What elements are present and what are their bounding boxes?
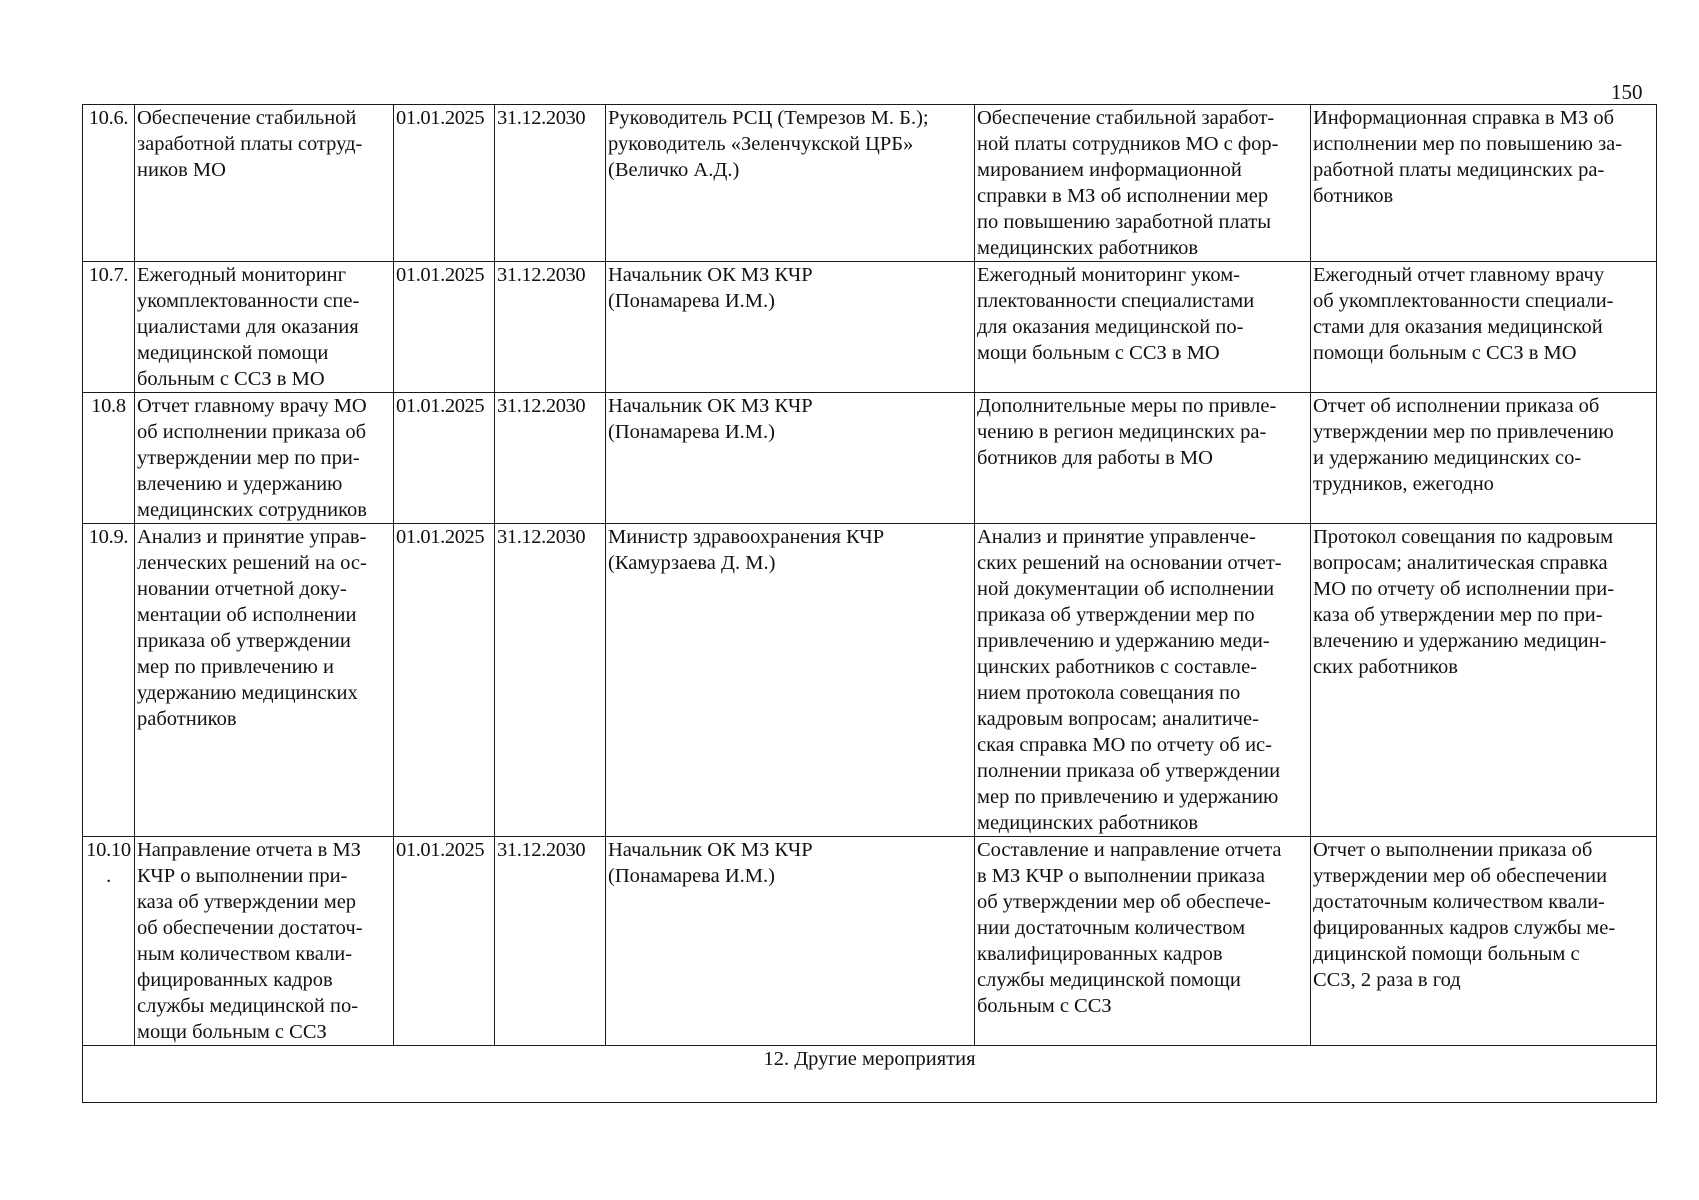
start-date: 01.01.2025 [394,837,495,1046]
expected-result-line: ной документации об исполнении [977,578,1275,600]
control-document-line: ских работников [1313,656,1458,678]
expected-result-line: квалифицированных кадров [977,943,1223,965]
expected-result [975,262,1311,393]
control-document-line: дицинской помощи больным с [1313,943,1580,965]
control-document [1311,524,1657,837]
measures-table [82,104,1657,1103]
measure-name-line: медицинской помощи [137,342,329,364]
item-number-line: . [106,865,111,887]
measure-name-line: приказа об утверждении [137,630,351,652]
measure-name-line: утверждении мер по при- [137,447,360,469]
measure-name-line: ментации об исполнении [137,604,357,626]
item-number-line: 10.7. [88,264,129,286]
expected-result-line: медицинских работников [977,237,1199,259]
table-row [83,837,1657,1046]
measure-name-line: ным количеством квали- [137,943,353,965]
section-row [83,1046,1657,1103]
expected-result-line: чению в регион медицинских ра- [977,421,1267,443]
measure-name-line: заработной платы сотруд- [137,133,363,155]
item-number-line: 10.6. [88,107,129,129]
expected-result-line: нием протокола совещания по [977,682,1241,704]
measure-name-line: ников МО [137,159,226,181]
responsible-person [606,837,975,1046]
end-date: 31.12.2030 [495,262,606,393]
measure-name-line: об исполнении приказа об [137,421,367,443]
measure-name [135,524,394,837]
control-document [1311,105,1657,262]
responsible-person-line: Министр здравоохранения КЧР [608,526,885,548]
expected-result-line: Анализ и принятие управленче- [977,526,1256,548]
expected-result-line: для оказания медицинской по- [977,316,1244,338]
expected-result [975,524,1311,837]
item-number-line: 10.9. [88,526,129,548]
responsible-person-line: (Камурзаева Д. М.) [608,552,776,574]
control-document-line: Протокол совещания по кадровым [1313,526,1614,548]
measure-name-line: КЧР о выполнении при- [137,865,348,887]
end-date: 31.12.2030 [495,837,606,1046]
responsible-person-line: Начальник ОК МЗ КЧР [608,264,813,286]
measure-name-line: новании отчетной доку- [137,578,347,600]
measure-name-line: каза об утверждении мер [137,891,357,913]
expected-result-line: Ежегодный мониторинг уком- [977,264,1240,286]
measure-name-line: больным с ССЗ в МО [137,368,325,390]
expected-result-line: привлечению и удержанию меди- [977,630,1270,652]
expected-result-line: Дополнительные меры по привле- [977,395,1277,417]
expected-result-line: больным с ССЗ [977,995,1112,1017]
measure-name-line: медицинских сотрудников [137,499,367,521]
responsible-person [606,524,975,837]
control-document-line: достаточным количеством квали- [1313,891,1605,913]
measure-name-line: фицированных кадров [137,969,333,991]
control-document-line: об укомплектованности специали- [1313,290,1614,312]
control-document-line: фицированных кадров службы ме- [1313,917,1616,939]
measure-name-line: Направление отчета в МЗ [137,839,361,861]
control-document-line: помощи больным с ССЗ в МО [1313,342,1577,364]
page-number: 150 [1611,80,1643,104]
end-date: 31.12.2030 [495,393,606,524]
expected-result-line: Обеспечение стабильной заработ- [977,107,1275,129]
measure-name-line: работников [137,708,237,730]
control-document [1311,262,1657,393]
responsible-person-line: (Понамарева И.М.) [608,865,775,887]
start-date: 01.01.2025 [394,524,495,837]
start-date: 01.01.2025 [394,105,495,262]
control-document-line: каза об утверждении мер по при- [1313,604,1603,626]
control-document-line: и удержанию медицинских со- [1313,447,1582,469]
expected-result-line: полнении приказа об утверждении [977,760,1281,782]
control-document-line: ботников [1313,185,1394,207]
control-document-line: исполнении мер по повышению за- [1313,133,1623,155]
responsible-person [606,262,975,393]
start-date: 01.01.2025 [394,262,495,393]
responsible-person-line: (Величко А.Д.) [608,159,740,181]
item-number [83,105,135,262]
control-document [1311,393,1657,524]
expected-result-line: кадровым вопросам; аналитиче- [977,708,1259,730]
measure-name-line: Анализ и принятие управ- [137,526,367,548]
measure-name [135,393,394,524]
measure-name-line: службы медицинской по- [137,995,359,1017]
expected-result-line: цинских работников с составле- [977,656,1258,678]
item-number-line: 10.10 [86,839,131,861]
item-number-line: 10.8 [91,395,126,417]
measure-name-line: циалистами для оказания [137,316,359,338]
table-row [83,262,1657,393]
expected-result-line: медицинских работников [977,812,1199,834]
item-number [83,393,135,524]
expected-result-line: в МЗ КЧР о выполнении приказа [977,865,1265,887]
expected-result-line: приказа об утверждении мер по [977,604,1255,626]
measures-table-body [83,105,1657,1046]
expected-result [975,105,1311,262]
item-number [83,837,135,1046]
expected-result-line: нии достаточным количеством [977,917,1246,939]
expected-result-line: Составление и направление отчета [977,839,1282,861]
control-document-line: Отчет об исполнении приказа об [1313,395,1600,417]
measure-name-line: мощи больным с ССЗ [137,1021,327,1043]
control-document-line: Отчет о выполнении приказа об [1313,839,1593,861]
responsible-person-line: руководитель «Зеленчукской ЦРБ» [608,133,914,155]
table-row [83,524,1657,837]
end-date: 31.12.2030 [495,524,606,837]
control-document-line: стами для оказания медицинской [1313,316,1603,338]
expected-result-line: по повышению заработной платы [977,211,1272,233]
measure-name-line: мер по привлечению и [137,656,334,678]
control-document-line: работной платы медицинских ра- [1313,159,1605,181]
control-document-line: Информационная справка в МЗ об [1313,107,1615,129]
control-document-line: МО по отчету об исполнении при- [1313,578,1615,600]
measure-name-line: ленческих решений на ос- [137,552,367,574]
expected-result-line: справки в МЗ об исполнении мер [977,185,1269,207]
responsible-person-line: (Понамарева И.М.) [608,290,775,312]
table-row [83,393,1657,524]
expected-result-line: ских решений на основании отчет- [977,552,1282,574]
table-row [83,105,1657,262]
expected-result-line: мер по привлечению и удержанию [977,786,1279,808]
control-document-line: утверждении мер по привлечению [1313,421,1614,443]
expected-result-line: мощи больным с ССЗ в МО [977,342,1220,364]
expected-result-line: службы медицинской помощи [977,969,1241,991]
expected-result [975,393,1311,524]
control-document-line: утверждении мер об обеспечении [1313,865,1608,887]
expected-result-line: ская справка МО по отчету об ис- [977,734,1272,756]
item-number [83,262,135,393]
expected-result-line: ботников для работы в МО [977,447,1213,469]
measure-name [135,262,394,393]
responsible-person [606,105,975,262]
control-document-line: Ежегодный отчет главному врачу [1313,264,1605,286]
control-document-line: ССЗ, 2 раза в год [1313,969,1461,991]
measure-name-line: Обеспечение стабильной [137,107,357,129]
measure-name-line: удержанию медицинских [137,682,358,704]
expected-result-line: об утверждении мер об обеспече- [977,891,1271,913]
expected-result-line: плектованности специалистами [977,290,1255,312]
control-document-line: вопросам; аналитическая справка [1313,552,1608,574]
measure-name [135,837,394,1046]
item-number [83,524,135,837]
control-document-line: влечению и удержанию медицин- [1313,630,1607,652]
expected-result-line: мированием информационной [977,159,1242,181]
start-date: 01.01.2025 [394,393,495,524]
responsible-person-line: (Понамарева И.М.) [608,421,775,443]
section-title: 12. Другие мероприятия [83,1046,1657,1103]
responsible-person-line: Начальник ОК МЗ КЧР [608,395,813,417]
expected-result-line: ной платы сотрудников МО с фор- [977,133,1279,155]
responsible-person-line: Начальник ОК МЗ КЧР [608,839,813,861]
measure-name [135,105,394,262]
measure-name-line: Отчет главному врачу МО [137,395,367,417]
expected-result [975,837,1311,1046]
measure-name-line: Ежегодный мониторинг [137,264,347,286]
measure-name-line: укомплектованности спе- [137,290,360,312]
control-document [1311,837,1657,1046]
end-date: 31.12.2030 [495,105,606,262]
measure-name-line: об обеспечении достаточ- [137,917,363,939]
measure-name-line: влечению и удержанию [137,473,343,495]
control-document-line: трудников, ежегодно [1313,473,1494,495]
responsible-person [606,393,975,524]
responsible-person-line: Руководитель РСЦ (Темрезов М. Б.); [608,107,929,129]
